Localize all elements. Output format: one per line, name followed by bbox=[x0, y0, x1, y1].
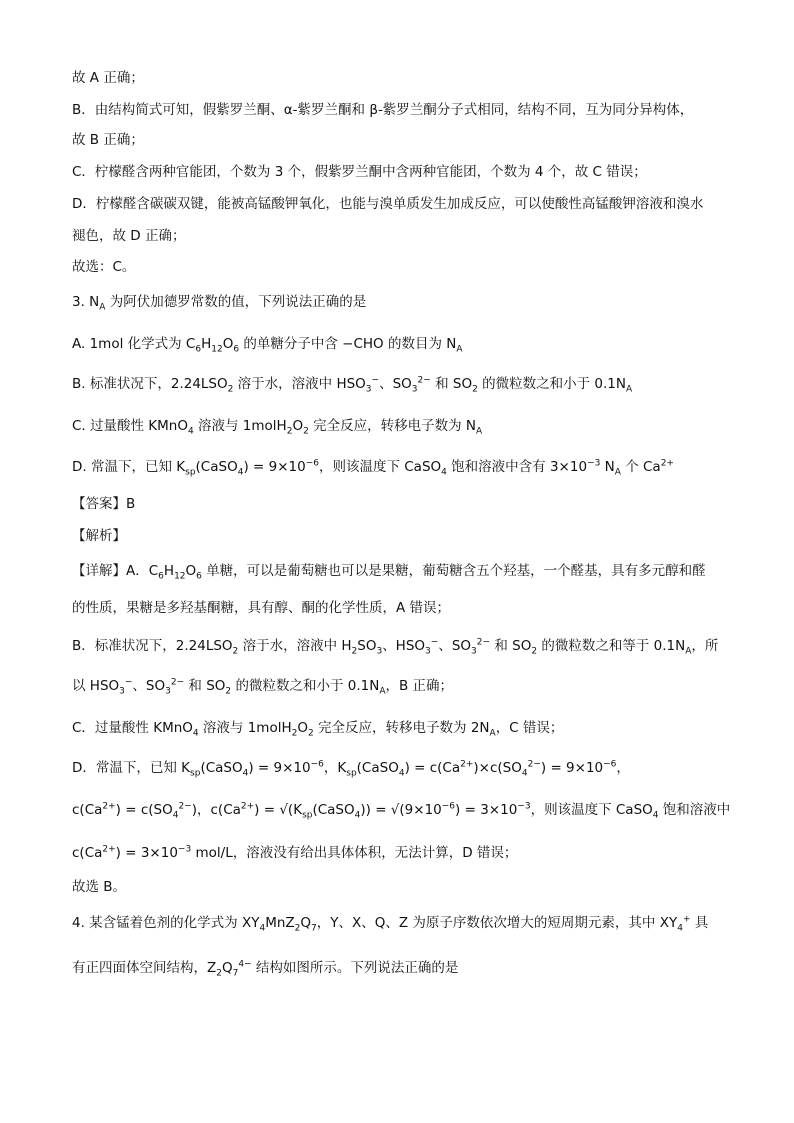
analysis-label: 【解析】 bbox=[72, 528, 126, 544]
option-line: B. 标准状况下，$2.24LSO_2$ 溶于水，溶液中 $HSO_3^-$、$SO_3^{2-}$ 和 $SO_2$ 的微粒数之和小于 $0.1N_A$ bbox=[72, 375, 633, 395]
text-line: 故 A 正确； bbox=[72, 70, 144, 86]
text-line: D．柠檬醛含碳碳双键，能被高锰酸钾氧化，也能与溴单质发生加成反应，可以使酸性高锰酸钾溶液和溴水 bbox=[72, 196, 704, 212]
question-stem: 3. $N_A$ 为阿伏加德罗常数的值，下列说法正确的是 bbox=[72, 294, 367, 313]
question-stem: 有正四面体空间结构，$Z_2Q_7^{4-}$ 结构如图所示。下列说法正确的是 bbox=[72, 959, 459, 979]
option-line: C. 过量酸性 KMnO$_4$ 溶液与 $1molH_2O_2$ 完全反应，转移电子数为 $N_A$ bbox=[72, 418, 483, 437]
text-line: D．常温下，已知 $K_{sp}(CaSO_4) = 9\times 10^{-6}$，$K_{sp}(CaSO_4) = c(Ca^{2+})\times c(SO_4^{2-}) = 9\times 10^{-6}$， bbox=[72, 759, 630, 779]
text-line: 以 $HSO_3^-$、$SO_3^{2-}$ 和 $SO_2$ 的微粒数之和小于 $0.1N_A$，B 正确； bbox=[72, 677, 454, 697]
answer-label: 【答案】B bbox=[72, 496, 136, 512]
text-line: 故选 B。 bbox=[72, 879, 127, 895]
text-line: $c(Ca^{2+}) = c(SO_4^{2-})$，$c(Ca^{2+})$ = $√(K_{sp}(CaSO_4)) = √(9\times 10^{-6}) = 3\times 10^{-3}$，则该温度下 CaSO$_4$ 饱和溶液中 bbox=[72, 801, 731, 821]
text-line: $c(Ca^{2+}) = 3\times 10^{-3}$ mol/L，溶液没有给出具体体积，无法计算，D 错误； bbox=[72, 844, 518, 861]
text-line: 故选：C。 bbox=[72, 259, 136, 275]
question-stem: 4. 某含锰着色剂的化学式为 $XY_4MnZ_2Q_7$，Y、X、Q、Z 为原子序数依次增大的短周期元素，其中 $XY_4^+$ 具 bbox=[72, 914, 709, 934]
text-line: 褪色，故 D 正确； bbox=[72, 228, 186, 244]
text-line: 【详解】A．$C_6H_{12}O_6$ 单糖，可以是葡萄糖也可以是果糖，葡萄糖含五个羟基，一个醛基，具有多元醇和醛 bbox=[72, 563, 706, 582]
text-line: B．由结构简式可知，假紫罗兰酮、α-紫罗兰酮和 β-紫罗兰酮分子式相同，结构不同，互为同分异构体， bbox=[72, 102, 694, 118]
text-line: 故 B 正确； bbox=[72, 132, 144, 148]
option-line: A. 1mol 化学式为 $C_6H_{12}O_6$ 的单糖分子中含 −CHO 的数目为 $N_A$ bbox=[72, 336, 463, 355]
text-line: 的性质，果糖是多羟基酮糖，具有醇、酮的化学性质，A 错误； bbox=[72, 600, 451, 616]
text-line: B．标准状况下，$2.24LSO_2$ 溶于水，溶液中 $H_2SO_3$、$HSO_3^-$、$SO_3^{2-}$ 和 $SO_2$ 的微粒数之和等于 $0.1N_A$，所 bbox=[72, 637, 719, 657]
option-line: D. 常温下，已知 $K_{sp}(CaSO_4) = 9\times 10^{-6}$，则该温度下 CaSO$_4$ 饱和溶液中含有 $3\times 10^{-3}$ $N_A$ 个 $Ca^{2+}$ bbox=[72, 458, 674, 478]
text-line: C．柠檬醛含两种官能团，个数为 3 个，假紫罗兰酮中含两种官能团，个数为 4 个，故 C 错误； bbox=[72, 164, 647, 180]
text-line: C．过量酸性 KMnO$_4$ 溶液与 $1molH_2O_2$ 完全反应，转移电子数为 $2N_A$，C 错误； bbox=[72, 720, 564, 739]
